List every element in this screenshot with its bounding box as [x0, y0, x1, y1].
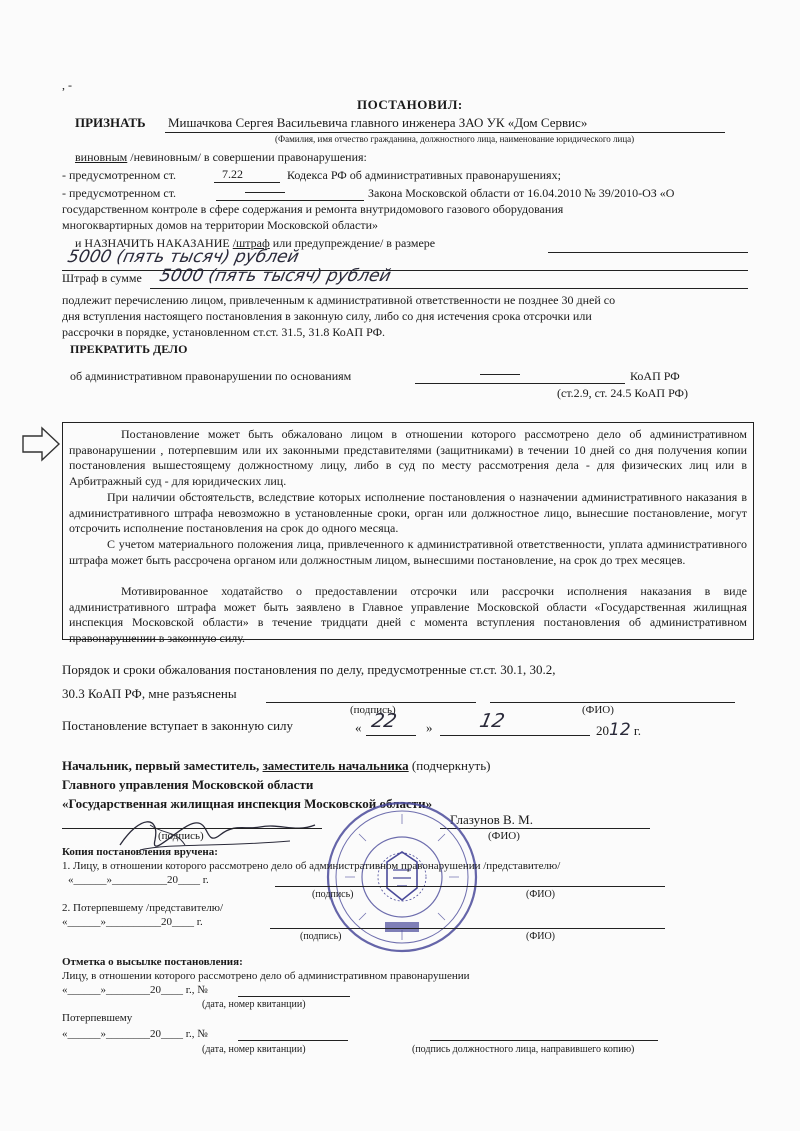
sent-title: Отметка о высылке постановления: [62, 956, 243, 968]
chief-position-note: (подчеркнуть) [408, 758, 491, 773]
payment-line-3: рассрочки в порядке, установленном ст.ст. 31.5, 31.8 КоАП РФ. [62, 325, 386, 339]
official-round-stamp [325, 800, 480, 955]
copy-item-2-fio-label: (ФИО) [526, 931, 556, 942]
copy-item-2-signature-line [270, 928, 665, 929]
document-heading: ПОСТАНОВИЛ: [357, 97, 463, 112]
penalty-amount-handwritten: 5000 (пять тысяч) рублей [65, 247, 301, 267]
sent-item-2: Потерпевшему [62, 1012, 133, 1024]
payment-line-2: дня вступления настоящего постановления в законную силу, либо со дня истечения срока отсрочки или [62, 309, 592, 323]
penalty-fine-word: /штраф [232, 236, 270, 250]
appeal-notice-box [62, 422, 754, 645]
appeal-line-2: 30.3 КоАП РФ, мне разъяснены [62, 686, 237, 701]
chief-signature-label: (подпись) [158, 830, 204, 842]
effective-day-close: » [426, 720, 433, 735]
notice-paragraph-3: С учетом материального положения лица, привлеченного к административной ответственности, уплата административного штрафа может быть рассрочена органом или должностным лицом, вынесшими постановление, на срок до трех месяцев. [69, 537, 747, 567]
terminate-line: об административном правонарушении по основаниям [70, 369, 352, 383]
mo-law-article-dash [245, 192, 285, 193]
effective-month: 12 [477, 710, 507, 732]
appeal-fio-line [490, 702, 735, 703]
effective-day-open: « [355, 720, 362, 735]
copy-item-1-date: «______»__________20____ г. [68, 874, 209, 886]
copy-item-1-signature-label: (подпись) [312, 889, 354, 900]
guilty-word: виновным [75, 150, 128, 164]
appeal-signature-line [266, 702, 476, 703]
payment-text [62, 292, 752, 340]
effective-month-line [440, 735, 590, 736]
penalty-suffix: или предупреждение/ в размере [269, 236, 436, 250]
fine-label: Штраф в сумме [62, 271, 142, 285]
penalty-prefix: и НАЗНАЧИТЬ НАКАЗАНИЕ [75, 236, 230, 250]
effective-year [596, 720, 641, 740]
fine-amount-line [150, 288, 748, 289]
appeal-fio-label: (ФИО) [582, 704, 614, 716]
koap-article-underline [214, 182, 280, 183]
koap-prefix: - предусмотренном ст. [62, 168, 177, 182]
effective-day-line [366, 735, 416, 736]
accused-name-underline [165, 132, 725, 133]
terminate-grounds-dash [480, 374, 520, 375]
effective-year-suffix: г. [630, 723, 642, 738]
penalty-amount-line [548, 252, 748, 253]
mo-law-article-blank [216, 200, 364, 201]
chief-fio-label: (ФИО) [488, 830, 520, 842]
sent-item-1: Лицу, в отношении которого рассмотрено дело об административном правонарушении [62, 970, 470, 982]
sent-item-2-receipt-label: (дата, номер квитанции) [202, 1044, 306, 1055]
accused-name-caption: (Фамилия, имя отчество гражданина, должностного лица, наименование юридического лица) [275, 134, 635, 144]
appeal-line-1: Порядок и сроки обжалования постановления по делу, предусмотренные ст.ст. 30.1, 30.2, [62, 662, 556, 677]
chief-line-1 [62, 758, 490, 774]
effective-day: 22 [369, 710, 399, 732]
effective-label: Постановление вступает в законную силу [62, 718, 294, 733]
sent-official-signature-line [430, 1040, 658, 1041]
terminate-grounds-blank [415, 383, 625, 384]
chief-signer-name: Глазунов В. М. [450, 812, 533, 827]
mo-law-suffix: Закона Московской области от 16.04.2010 № 39/2010-ОЗ «О [368, 186, 675, 200]
effective-year-prefix: 20 [596, 723, 609, 738]
chief-line-2: Главного управления Московской области [62, 777, 314, 792]
koap-suffix: Кодекса РФ об административных правонарушениях; [287, 168, 561, 182]
appeal-signature-label: (подпись) [350, 704, 396, 716]
fine-amount-handwritten: 5000 (пять тысяч) рублей [157, 266, 393, 286]
mo-law-line2: государственном контроле в сфере содержания и ремонта внутридомового газового оборудования [62, 202, 564, 216]
notice-paragraph-2: При наличии обстоятельств, вследствие которых исполнение постановления о назначении административного наказания в административного штрафа невозможно в установленные сроки, орган или должностное лицо, вынесшие постановление, могут отсрочить исполнение постановления на срок до одного месяца. [69, 490, 747, 535]
copy-item-2-date: «______»__________20____ г. [62, 916, 203, 928]
copy-item-1-fio-label: (ФИО) [526, 889, 556, 900]
guilt-line [75, 150, 367, 165]
copy-item-2-signature-label: (подпись) [300, 931, 342, 942]
copy-item-2: 2. Потерпевшему /представителю/ [62, 902, 224, 914]
copy-item-1-signature-line [275, 886, 665, 887]
sent-item-1-receipt-label: (дата, номер квитанции) [202, 999, 306, 1010]
chief-signature-line [62, 828, 322, 829]
notice-paragraph-4: Мотивированное ходатайство о предоставлении отсрочки или рассрочки исполнения наказания в виде административного штрафа может быть заявлено в Главное управление Московской области «Государственная жилищная инспекция Московской области» в течение тридцати дней с момента вступления постановления об административном правонарушении в законную силу. [69, 584, 747, 645]
sent-item-1-receipt-line [238, 996, 350, 997]
mo-law-prefix: - предусмотренном ст. [62, 186, 177, 200]
guilt-rest: /невиновным/ в совершении правонарушения: [127, 150, 367, 164]
sent-item-2-receipt-line [238, 1040, 348, 1041]
terminate-title: ПРЕКРАТИТЬ ДЕЛО [70, 342, 188, 356]
arrow-right-icon [20, 424, 62, 464]
sent-item-2-date: «______»________20____ г., № [62, 1028, 208, 1040]
chief-position-a: Начальник, первый заместитель, [62, 758, 263, 773]
sent-item-1-date: «______»________20____ г., № [62, 984, 208, 996]
sent-official-label: (подпись должностного лица, направившего копию) [412, 1044, 635, 1055]
corner-mark: , - [62, 78, 72, 92]
chief-line-3: «Государственная жилищная инспекция Московской области» [62, 796, 433, 811]
mo-law-line3: многоквартирных домов на территории Московской области» [62, 218, 378, 232]
effective-year-handwritten: 12 [609, 720, 631, 740]
copy-title: Копия постановления вручена: [62, 846, 218, 858]
payment-line-1: подлежит перечислению лицом, привлеченным к административной ответственности не позднее 30 дней со [62, 293, 616, 307]
accused-name: Мишачкова Сергея Васильевича главного инженера ЗАО УК «Дом Сервис» [168, 115, 588, 130]
recognize-label: ПРИЗНАТЬ [75, 115, 146, 130]
copy-item-1: 1. Лицу, в отношении которого рассмотрено дело об административном правонарушении /представителю/ [62, 860, 561, 872]
chief-position-underlined: заместитель начальника [262, 758, 409, 773]
notice-paragraph-1: Постановление может быть обжаловано лицом в отношении которого рассмотрено дело об административном правонарушении , потерпевшим или их законными представителями (защитниками) в течении 10 дней со дня получения копии постановления вышестоящему должностному лицу, либо в суд по месту рассмотрения дела - для физических лиц или в Арбитражный суд - для юридических лиц. [69, 427, 747, 488]
terminate-ref: (ст.2.9, ст. 24.5 КоАП РФ) [557, 386, 689, 400]
terminate-suffix: КоАП РФ [630, 369, 680, 383]
koap-article-number: 7.22 [222, 167, 243, 181]
